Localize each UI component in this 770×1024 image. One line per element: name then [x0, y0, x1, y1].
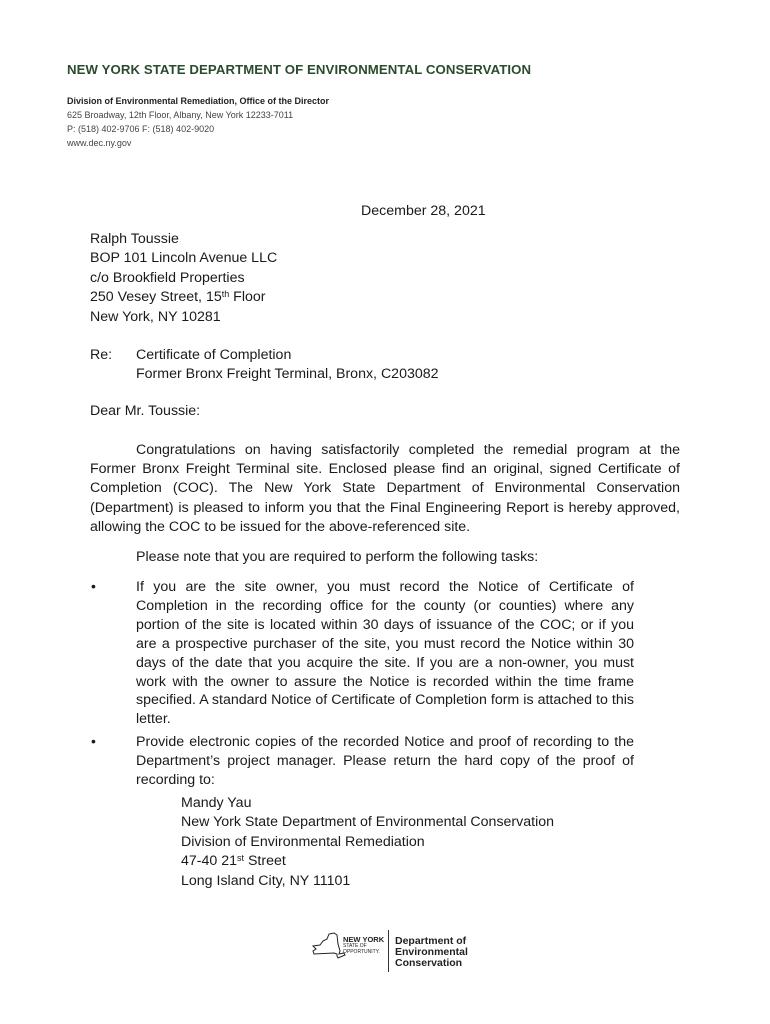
bullet-1-text: If you are the site owner, you must record the Notice of Certificate of Completion in the recording office for the county (or counties) where any portion of the site is located within 30 days of issuance of the COC; or if you are a prospective purchaser of the site, you must record the Notice within 30 days of the date that you acquire the site. If you are a non-owner, you must work with the owner to assure the Notice is recorded within the time frame specified. A standard Notice of Certificate of Completion form is attached to this letter.: [136, 579, 634, 728]
pm-division: Division of Environmental Remediation: [181, 833, 425, 850]
website-link[interactable]: www.dec.ny.gov: [67, 138, 132, 148]
bullet-icon: •: [91, 578, 96, 594]
logo-dept-line-2: Environmental: [395, 946, 468, 958]
logo-state-tag-1: STATE OF: [343, 943, 367, 949]
re-line-1: Certificate of Completion: [136, 347, 292, 363]
salutation: Dear Mr. Toussie:: [90, 403, 201, 419]
logo-state-name: NEW YORK: [343, 935, 385, 944]
paragraph-1: Congratulations on having satisfactorily completed the remedial program at the Former Bronx Freight Terminal site. Enclosed please find an original, signed Certificate of Completion (COC). The New York State Department of Environmental Conservation (Department) is pleased to inform you that the Final Engineering Report is hereby approved, allowing the COC to be issued for the above-referenced site.: [90, 442, 680, 535]
bullet-icon: •: [91, 733, 96, 749]
agency-heading: NEW YORK STATE DEPARTMENT OF ENVIRONMENTAL CONSERVATION: [67, 62, 532, 77]
bullet-2-text: Provide electronic copies of the recorded Notice and proof of recording to the Department’s project manager. Please return the hard copy of the proof of recording to:: [136, 734, 634, 788]
logo-divider: [388, 930, 389, 972]
logo-state-tag-2: OPPORTUNITY.: [343, 948, 380, 955]
project-manager-address: [181, 794, 554, 891]
re-line-2: Former Bronx Freight Terminal, Bronx, C203082: [136, 366, 439, 383]
pm-name: Mandy Yau: [181, 795, 252, 811]
re-label: Re:: [90, 347, 113, 363]
re-subject: [136, 346, 439, 385]
recipient-name: Ralph Toussie: [90, 231, 179, 247]
phone-fax-line: P: (518) 402-9706 F: (518) 402-9020: [67, 124, 215, 134]
new-york-state-map-icon: [310, 932, 346, 962]
address-line: 625 Broadway, 12th Floor, Albany, New York 12233-7011: [67, 110, 294, 120]
letter-date: December 28, 2021: [361, 203, 486, 219]
recipient-street: 250 Vesey Street, 15th Floor: [90, 289, 266, 306]
pm-agency: New York State Department of Environmental Conservation: [181, 814, 555, 831]
pm-street: 47-40 21st Street: [181, 853, 286, 870]
paragraph-2: Please note that you are required to perform the following tasks:: [136, 549, 539, 565]
recipient-care-of: c/o Brookfield Properties: [90, 269, 245, 286]
logo-dept-line-1: Department of: [395, 935, 467, 947]
recipient-company: BOP 101 Lincoln Avenue LLC: [90, 250, 278, 267]
footer-logo: [310, 928, 470, 974]
logo-dept-line-3: Conservation: [395, 957, 463, 969]
division-line: Division of Environmental Remediation, Office of the Director: [67, 96, 330, 106]
recipient-address: [90, 230, 277, 327]
recipient-city: New York, NY 10281: [90, 308, 221, 325]
pm-city: Long Island City, NY 11101: [181, 872, 351, 889]
